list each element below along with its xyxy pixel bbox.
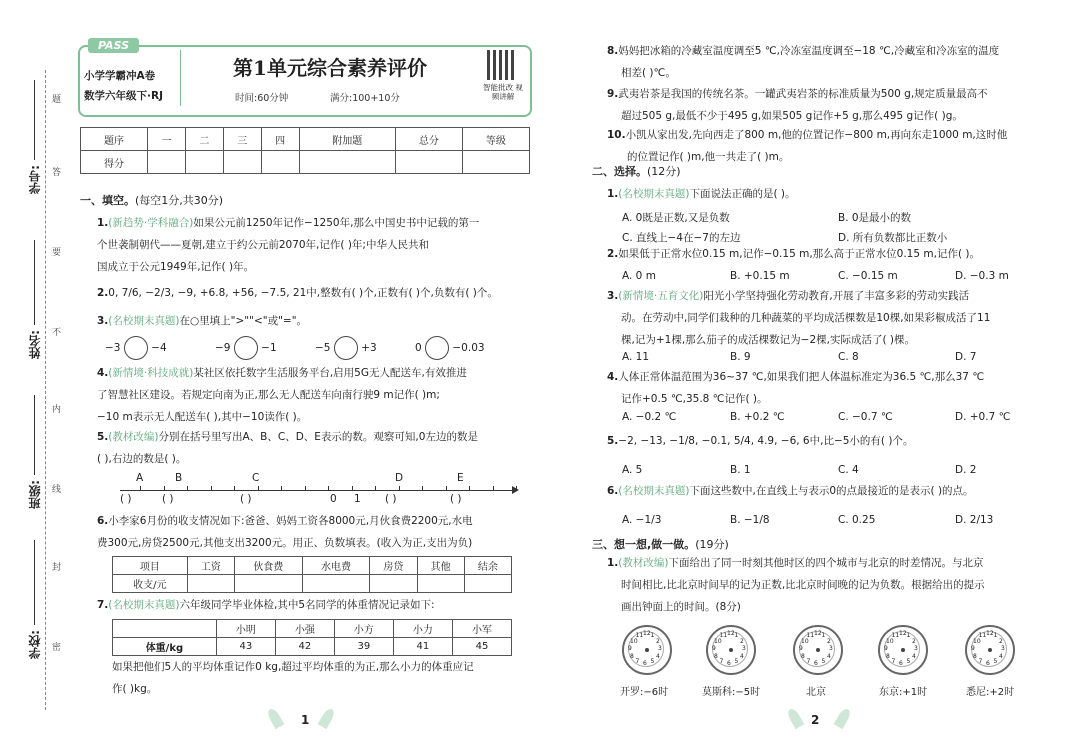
table-header bbox=[113, 620, 217, 638]
q-text: 时间相比,比北京时间早的记为正数,比北京时间晚的记为负数。根据给出的提示 bbox=[621, 579, 985, 591]
table-header: 水电费 bbox=[302, 557, 370, 575]
zero-label: 0 bbox=[330, 493, 337, 505]
score-header: 总分 bbox=[395, 128, 462, 151]
margin-mark: 答 bbox=[52, 168, 62, 178]
series-name: 小学学霸冲A卷 bbox=[84, 70, 156, 82]
q-text: 下面给出了同一时刻其他时区的四个城市与北京的时差情况。与北京 bbox=[668, 557, 984, 569]
qr-caption: 智能批改 视频讲解 bbox=[483, 83, 523, 101]
clock-numeral: 9 bbox=[712, 645, 716, 652]
q-text: 如果公元前1250年记作−1250年,那么中国史书中记载的第一 bbox=[193, 217, 480, 229]
number-line-tick bbox=[422, 486, 423, 491]
option[interactable]: A. −1/3 bbox=[622, 514, 662, 526]
clock-numeral: 2 bbox=[998, 637, 1003, 645]
option[interactable]: C. 8 bbox=[838, 351, 859, 363]
q-text: 武夷岩茶是我国的传统名茶。一罐武夷岩茶的标准质量为500 g,规定质量最高不 bbox=[618, 88, 988, 100]
clock-numeral: 4 bbox=[739, 652, 744, 660]
option[interactable]: C. 直线上−4在−7的左边 bbox=[622, 232, 741, 244]
q-num: 6. bbox=[607, 485, 619, 497]
page-title: 第1单元综合素养评价 bbox=[233, 56, 427, 80]
point-label: A bbox=[136, 472, 144, 484]
section-2-note: (12分) bbox=[647, 165, 681, 178]
table-header: 房贷 bbox=[370, 557, 417, 575]
q-text: 小李家6月份的收支情况如下:爸爸、妈妈工资各8000元,月伙食费2200元,水电 bbox=[108, 515, 473, 527]
clock-numeral: 9 bbox=[799, 645, 803, 652]
score-cell[interactable] bbox=[261, 151, 299, 174]
point-label: C bbox=[252, 472, 260, 484]
option[interactable]: D. 2/13 bbox=[955, 514, 994, 526]
score-header: 等级 bbox=[462, 128, 529, 151]
q-num: 1. bbox=[607, 188, 619, 200]
clock-numeral: 12 bbox=[986, 630, 994, 637]
table-cell: 42 bbox=[275, 638, 334, 656]
q-text: ( ),右边的数是( )。 bbox=[97, 453, 187, 465]
answer-paren[interactable]: ( ) bbox=[385, 493, 397, 505]
header-divider bbox=[180, 50, 181, 106]
option[interactable]: B. 1 bbox=[730, 464, 751, 476]
choice-1 bbox=[607, 183, 1067, 205]
clock-numeral: 9 bbox=[884, 645, 888, 652]
table-header: 结余 bbox=[464, 557, 511, 575]
option[interactable]: B. 9 bbox=[730, 351, 751, 363]
compare-circle[interactable] bbox=[334, 336, 358, 360]
clock-label: 北京 bbox=[806, 687, 826, 698]
q-text: 分别在括号里写出A、B、C、D、E表示的数。观察可知,0左边的数是 bbox=[158, 431, 478, 443]
binding-line bbox=[45, 70, 46, 710]
table-header: 伙食费 bbox=[234, 557, 302, 575]
table-cell: 41 bbox=[393, 638, 452, 656]
compare-circle[interactable] bbox=[425, 336, 449, 360]
clock-numeral: 4 bbox=[826, 652, 831, 660]
student-number-label: 学号: bbox=[28, 165, 42, 194]
name-line[interactable] bbox=[34, 240, 35, 325]
q-text: 作( )kg。 bbox=[112, 683, 158, 695]
clock-numeral: 1 bbox=[734, 632, 739, 639]
one-label: 1 bbox=[354, 493, 361, 505]
answer-paren[interactable]: ( ) bbox=[240, 493, 252, 505]
school-line[interactable] bbox=[34, 540, 35, 625]
q-tag: (教材改编) bbox=[618, 557, 669, 569]
option[interactable]: D. −0.3 m bbox=[955, 270, 1009, 282]
q-tag: (名校期末真题) bbox=[108, 599, 180, 611]
section-1-title bbox=[80, 192, 223, 208]
q-text: 在○里填上">""<"或"="。 bbox=[179, 315, 308, 327]
table-header: 小方 bbox=[334, 620, 393, 638]
clock-numeral: 7 bbox=[978, 657, 983, 665]
budget-table bbox=[112, 556, 512, 593]
class-label: 班级: bbox=[28, 480, 42, 509]
number-line-tick bbox=[516, 486, 517, 491]
q-text: 超过505 g,最低不少于495 g,如果505 g记作+5 g,那么495 g记作( )g。 bbox=[621, 110, 963, 122]
clock-numeral: 8 bbox=[886, 652, 890, 660]
margin-mark: 要 bbox=[52, 248, 62, 258]
clock-numeral: 6 bbox=[899, 660, 903, 667]
question-4 bbox=[97, 362, 537, 428]
q-text: 费300元,房贷2500元,其他支出3200元。用正、负数填表。(收入为正,支出为负) bbox=[97, 537, 473, 549]
compare-1: −3 −4 bbox=[105, 336, 167, 360]
clock-numeral: 7 bbox=[719, 657, 724, 665]
score-cell[interactable] bbox=[462, 151, 529, 174]
name-label: 姓名: bbox=[28, 330, 42, 359]
q-num: 9. bbox=[607, 88, 619, 100]
margin-mark: 封 bbox=[52, 563, 62, 573]
option[interactable]: B. 0是最小的数 bbox=[838, 212, 912, 224]
clock-numeral: 2 bbox=[655, 637, 660, 645]
question-9 bbox=[607, 83, 1067, 127]
q-text: 个世袭制朝代——夏朝,建立于约公元前2070年,记作( )年;中华人民共和 bbox=[97, 239, 429, 251]
clock-numeral: 5 bbox=[650, 657, 655, 665]
score-header: 一 bbox=[148, 128, 186, 151]
margin-mark: 线 bbox=[52, 485, 62, 495]
leaf-icon bbox=[318, 707, 337, 729]
answer-cell[interactable] bbox=[417, 575, 464, 593]
question-5 bbox=[97, 426, 537, 470]
option[interactable]: D. 7 bbox=[955, 351, 977, 363]
option[interactable]: D. 2 bbox=[955, 464, 977, 476]
q-tag: (新趋势·学科融合) bbox=[108, 217, 194, 229]
class-line[interactable] bbox=[34, 395, 35, 475]
clock-numeral: 8 bbox=[973, 652, 977, 660]
answer-cell[interactable] bbox=[234, 575, 302, 593]
q-text: 某社区依托数字生活服务平台,启用5G无人配送车,有效推进 bbox=[193, 367, 467, 379]
choice-6 bbox=[607, 480, 1067, 502]
question-8 bbox=[607, 40, 1067, 84]
q-tag: (新情境·五育文化) bbox=[618, 290, 704, 302]
clock-numeral: 10 bbox=[801, 637, 809, 645]
score-cell[interactable] bbox=[185, 151, 223, 174]
number-line-tick bbox=[375, 486, 376, 491]
choice-4 bbox=[607, 366, 1067, 410]
clock-label: 悉尼:+2时 bbox=[966, 687, 1015, 698]
number-line-tick bbox=[493, 486, 494, 491]
score-header: 二 bbox=[185, 128, 223, 151]
q-num: 1. bbox=[607, 557, 619, 569]
clock-numeral: 3 bbox=[829, 645, 833, 652]
clock-numeral: 12 bbox=[814, 630, 822, 637]
clock-numeral: 1 bbox=[821, 632, 826, 639]
q-num: 1. bbox=[97, 217, 109, 229]
clock-numeral: 3 bbox=[658, 645, 662, 652]
margin-mark: 密 bbox=[52, 643, 62, 653]
choice-5 bbox=[607, 430, 1067, 452]
clock-numeral: 7 bbox=[806, 657, 811, 665]
q-num: 10. bbox=[607, 129, 626, 141]
table-cell: 45 bbox=[452, 638, 511, 656]
clock-numeral: 12 bbox=[727, 630, 735, 637]
compare-3: −5 +3 bbox=[315, 336, 377, 360]
clock-numeral: 2 bbox=[911, 637, 916, 645]
table-header: 小力 bbox=[393, 620, 452, 638]
clock-numeral: 3 bbox=[1001, 645, 1005, 652]
answer-cell[interactable] bbox=[370, 575, 417, 593]
q-text: 人体正常体温范围为36~37 ℃,如果我们把人体温标准定为36.5 ℃,那么37 ℃ bbox=[618, 371, 985, 383]
clock-numeral: 7 bbox=[635, 657, 640, 665]
page-number: 1 bbox=[301, 713, 310, 727]
clock-numeral: 1 bbox=[906, 632, 911, 639]
q-text: 下面这些数中,在直线上与表示0的点最接近的是表示( )的点。 bbox=[689, 485, 974, 497]
grade-label: 数学六年级下·RJ bbox=[84, 90, 163, 102]
clock-numeral: 8 bbox=[630, 652, 634, 660]
question-7-cont bbox=[112, 656, 542, 700]
answer-cell[interactable] bbox=[302, 575, 370, 593]
exam-time: 时间:60分钟 bbox=[235, 93, 289, 104]
table-header: 项目 bbox=[113, 557, 188, 575]
pass-logo: PASS bbox=[88, 38, 139, 53]
clock-label: 东京:+1时 bbox=[879, 687, 928, 698]
score-row-label: 得分 bbox=[81, 151, 148, 174]
section-3-note: (19分) bbox=[695, 538, 729, 551]
question-3 bbox=[97, 310, 537, 332]
margin-mark: 不 bbox=[52, 328, 62, 338]
q-text: 0, 7/6, −2/3, −9, +6.8, +56, −7.5, 21中,整数有( )个,正数有( )个,负数有( )个。 bbox=[108, 287, 498, 299]
number-line bbox=[120, 490, 515, 491]
option[interactable]: C. 4 bbox=[838, 464, 859, 476]
q-tag: (名校期末真题) bbox=[618, 188, 690, 200]
table-cell: 43 bbox=[216, 638, 275, 656]
table-header: 小军 bbox=[452, 620, 511, 638]
clock-numeral: 8 bbox=[801, 652, 805, 660]
section-2-title bbox=[592, 163, 681, 179]
margin-mark: 内 bbox=[52, 405, 62, 415]
clock-numeral: 5 bbox=[906, 657, 911, 665]
option[interactable]: C. −0.7 ℃ bbox=[838, 411, 893, 423]
clock-sydney[interactable] bbox=[965, 625, 1015, 675]
answer-paren[interactable]: ( ) bbox=[120, 493, 132, 505]
clock-numeral: 3 bbox=[742, 645, 746, 652]
q-text: 相差( )℃。 bbox=[621, 67, 676, 79]
score-cell[interactable] bbox=[223, 151, 261, 174]
compare-2: −9 −1 bbox=[215, 336, 277, 360]
score-header: 附加题 bbox=[299, 128, 395, 151]
q-text: 小凯从家出发,先向西走了800 m,他的位置记作−800 m,再向东走1000 m,这时他 bbox=[625, 129, 1008, 141]
clock-numeral: 11 bbox=[806, 632, 815, 639]
option[interactable]: B. +0.15 m bbox=[730, 270, 790, 282]
clock-numeral: 10 bbox=[973, 637, 981, 645]
q-text: 六年级同学毕业体检,其中5名同学的体重情况记录如下: bbox=[179, 599, 435, 611]
answer-cell[interactable] bbox=[187, 575, 234, 593]
clock-tokyo[interactable] bbox=[878, 625, 928, 675]
point-label: D bbox=[395, 472, 404, 484]
q-text: 动。在劳动中,同学们栽种的几种蔬菜的平均成活棵数是10棵,如果彩椒成活了11 bbox=[621, 312, 991, 324]
q-text: 棵,记为+1棵,那么茄子的成活棵数记为−2棵,实际成活了( )棵。 bbox=[621, 334, 915, 346]
number-line-tick bbox=[258, 486, 259, 491]
q-tag: (名校期末真题) bbox=[618, 485, 690, 497]
clock-numeral: 1 bbox=[650, 632, 655, 639]
q-text: 记作+0.5 ℃,35.8 ℃记作( )。 bbox=[621, 393, 768, 405]
clock-numeral: 4 bbox=[911, 652, 916, 660]
choice-2 bbox=[607, 243, 1067, 265]
option[interactable]: A. −0.2 ℃ bbox=[622, 411, 677, 423]
clock-numeral: 10 bbox=[886, 637, 894, 645]
option[interactable]: C. 0.25 bbox=[838, 514, 876, 526]
q-num: 2. bbox=[607, 248, 619, 260]
number-line-tick bbox=[164, 486, 165, 491]
q-num: 7. bbox=[97, 599, 109, 611]
exam-score: 满分:100+10分 bbox=[330, 93, 400, 104]
option[interactable]: D. +0.7 ℃ bbox=[955, 411, 1011, 423]
clock-numeral: 2 bbox=[739, 637, 744, 645]
table-header: 小明 bbox=[216, 620, 275, 638]
q-num: 2. bbox=[97, 287, 109, 299]
option[interactable]: B. +0.2 ℃ bbox=[730, 411, 785, 423]
answer-paren[interactable]: ( ) bbox=[162, 493, 174, 505]
number-line-tick bbox=[140, 486, 141, 491]
q-text: 的位置记作( )m,他一共走了( )m。 bbox=[627, 151, 790, 163]
leaf-icon bbox=[786, 707, 805, 729]
problem-1 bbox=[607, 552, 1067, 618]
clock-numeral: 11 bbox=[719, 632, 728, 639]
option[interactable]: D. 所有负数都比正数小 bbox=[838, 232, 948, 244]
table-header: 其他 bbox=[417, 557, 464, 575]
q-tag: (新情境·科技成就) bbox=[108, 367, 194, 379]
section-1-label: 一、填空。 bbox=[80, 194, 135, 207]
leaf-icon bbox=[834, 707, 853, 729]
q-text: −2, −13, −1/8, −0.1, 5/4, 4.9, −6, 6中,比−5小的有( )个。 bbox=[618, 435, 914, 447]
section-3-title bbox=[592, 536, 729, 552]
number-line-tick bbox=[352, 486, 353, 491]
clock-numeral: 9 bbox=[628, 645, 632, 652]
clock-numeral: 11 bbox=[635, 632, 644, 639]
answer-paren[interactable]: ( ) bbox=[450, 493, 462, 505]
number-line-tick bbox=[469, 486, 470, 491]
option[interactable]: A. 11 bbox=[622, 351, 650, 363]
clock-numeral: 5 bbox=[993, 657, 998, 665]
leaf-icon bbox=[266, 707, 285, 729]
clock-numeral: 5 bbox=[734, 657, 739, 665]
option[interactable]: A. 0 m bbox=[622, 270, 656, 282]
score-table bbox=[80, 127, 530, 174]
q-text: 下面说法正确的是( )。 bbox=[689, 188, 796, 200]
q-text: 如果把他们5人的平均体重记作0 kg,超过平均体重的为正,那么小力的体重应记 bbox=[112, 661, 474, 673]
weight-table bbox=[112, 619, 512, 656]
q-text: 阳光小学坚持强化劳动教育,开展了丰富多彩的劳动实践活 bbox=[703, 290, 970, 302]
answer-cell[interactable] bbox=[464, 575, 511, 593]
option[interactable]: C. −0.15 m bbox=[838, 270, 898, 282]
clock-numeral: 8 bbox=[714, 652, 718, 660]
clock-numeral: 1 bbox=[993, 632, 998, 639]
clock-numeral: 10 bbox=[714, 637, 722, 645]
compare-circle[interactable] bbox=[124, 336, 148, 360]
choice-3 bbox=[607, 285, 1067, 351]
q-text: 了智慧社区建设。若规定向南为正,那么无人配送车向南行驶9 m记作( )m; bbox=[97, 389, 440, 401]
number-line-tick bbox=[446, 486, 447, 491]
row-label: 收支/元 bbox=[113, 575, 188, 593]
number-line-tick bbox=[305, 486, 306, 491]
question-1 bbox=[97, 212, 537, 278]
compare-4: 0 −0.03 bbox=[415, 336, 485, 360]
clock-numeral: 2 bbox=[826, 637, 831, 645]
clock-numeral: 6 bbox=[727, 660, 731, 667]
clock-label: 莫斯科:−5时 bbox=[702, 687, 761, 698]
q-num: 8. bbox=[607, 45, 619, 57]
clock-numeral: 9 bbox=[971, 645, 975, 652]
clock-numeral: 4 bbox=[655, 652, 660, 660]
question-6 bbox=[97, 510, 537, 554]
q-tag: (名校期末真题) bbox=[108, 315, 180, 327]
page-number: 2 bbox=[811, 713, 820, 727]
option[interactable]: A. 5 bbox=[622, 464, 643, 476]
number-line-tick bbox=[187, 486, 188, 491]
score-cell[interactable] bbox=[299, 151, 395, 174]
clock-label: 开罗:−6时 bbox=[620, 687, 669, 698]
number-line-tick bbox=[211, 486, 212, 491]
q-num: 6. bbox=[97, 515, 109, 527]
student-number-line[interactable] bbox=[34, 80, 35, 160]
clock-numeral: 6 bbox=[986, 660, 990, 667]
q-text: 如果低于正常水位0.15 m,记作−0.15 m,那么高于正常水位0.15 m,记作( )。 bbox=[618, 248, 980, 260]
table-header: 小强 bbox=[275, 620, 334, 638]
score-header: 题序 bbox=[81, 128, 148, 151]
clock-numeral: 6 bbox=[814, 660, 818, 667]
row-label: 体重/kg bbox=[113, 638, 217, 656]
clock-numeral: 4 bbox=[998, 652, 1003, 660]
section-1-note: (每空1分,共30分) bbox=[135, 194, 224, 207]
clock-numeral: 12 bbox=[643, 630, 651, 637]
clock-beijing[interactable] bbox=[793, 625, 843, 675]
clock-numeral: 12 bbox=[899, 630, 907, 637]
score-cell[interactable] bbox=[395, 151, 462, 174]
clock-numeral: 5 bbox=[821, 657, 826, 665]
point-label: B bbox=[175, 472, 183, 484]
q-text: 国成立于公元1949年,记作( )年。 bbox=[97, 261, 255, 273]
q-num: 5. bbox=[607, 435, 619, 447]
clock-numeral: 10 bbox=[630, 637, 638, 645]
q-num: 5. bbox=[97, 431, 109, 443]
number-line-tick bbox=[399, 486, 400, 491]
table-header: 工资 bbox=[187, 557, 234, 575]
clock-numeral: 3 bbox=[914, 645, 918, 652]
number-line-tick bbox=[234, 486, 235, 491]
score-cell[interactable] bbox=[148, 151, 186, 174]
score-header: 三 bbox=[223, 128, 261, 151]
qr-code-icon[interactable] bbox=[487, 50, 517, 80]
clock-cairo[interactable] bbox=[622, 625, 672, 675]
option[interactable]: A. 0既是正数,又是负数 bbox=[622, 212, 730, 224]
q-num: 3. bbox=[97, 315, 109, 327]
clock-numeral: 11 bbox=[978, 632, 987, 639]
school-label: 学校: bbox=[28, 630, 42, 659]
clock-numeral: 6 bbox=[643, 660, 647, 667]
q-num: 4. bbox=[607, 371, 619, 383]
score-header: 四 bbox=[261, 128, 299, 151]
option[interactable]: B. −1/8 bbox=[730, 514, 770, 526]
clock-numeral: 7 bbox=[891, 657, 896, 665]
q-num: 3. bbox=[607, 290, 619, 302]
q-text: 画出钟面上的时间。(8分) bbox=[621, 601, 741, 613]
section-2-label: 二、选择。 bbox=[592, 165, 647, 178]
number-line-tick bbox=[328, 486, 329, 491]
question-7 bbox=[97, 594, 537, 616]
table-cell: 39 bbox=[334, 638, 393, 656]
clock-numeral: 11 bbox=[891, 632, 900, 639]
clock-moscow[interactable] bbox=[706, 625, 756, 675]
compare-circle[interactable] bbox=[234, 336, 258, 360]
question-2 bbox=[97, 282, 537, 304]
q-num: 4. bbox=[97, 367, 109, 379]
question-10 bbox=[607, 124, 1067, 168]
number-line-tick bbox=[281, 486, 282, 491]
q-text: −10 m表示无人配送车( ),其中−10读作( )。 bbox=[97, 411, 308, 423]
point-label: E bbox=[457, 472, 464, 484]
margin-mark: 题 bbox=[52, 95, 62, 105]
q-text: 妈妈把冰箱的冷藏室温度调至5 ℃,冷冻室温度调至−18 ℃,冷藏室和冷冻室的温度 bbox=[618, 45, 1000, 57]
section-3-label: 三、想一想,做一做。 bbox=[592, 538, 696, 551]
q-tag: (教材改编) bbox=[108, 431, 159, 443]
